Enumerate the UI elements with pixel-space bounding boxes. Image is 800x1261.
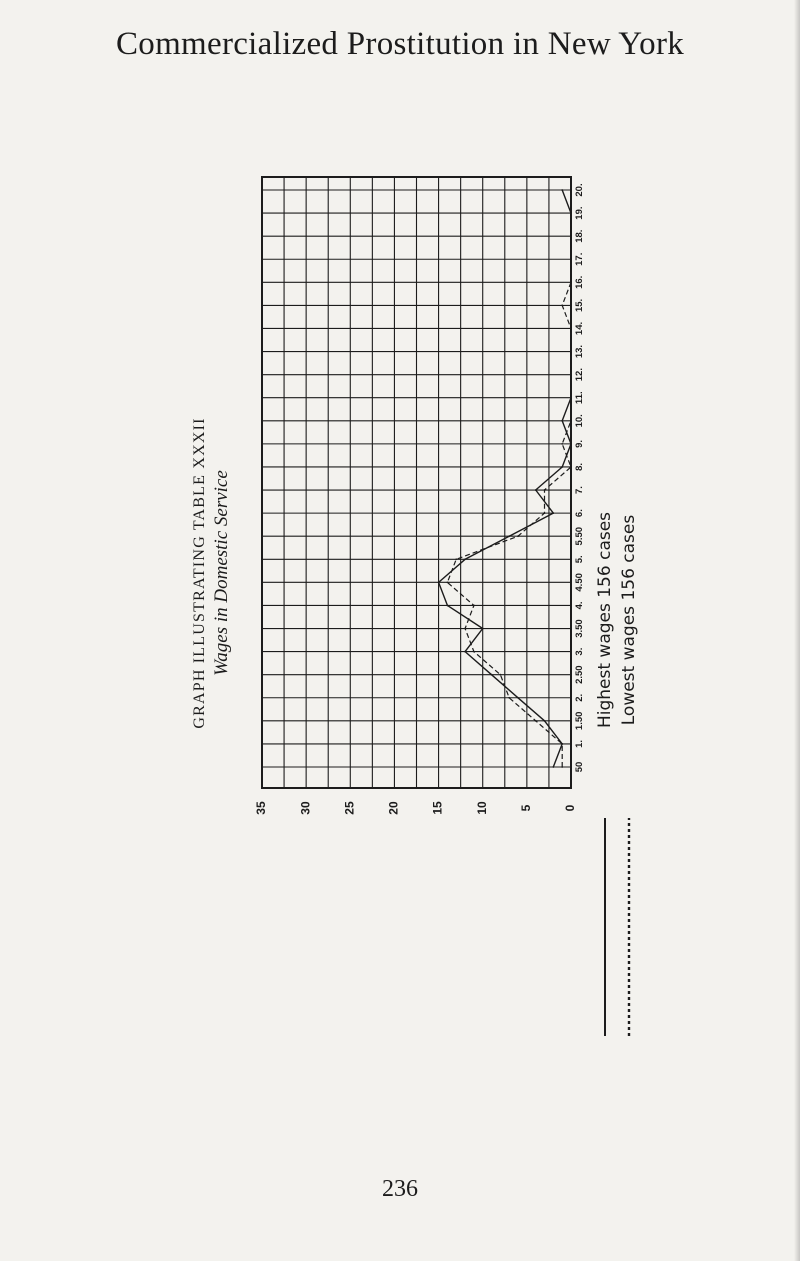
chart-legend [595,512,639,1036]
data-point [570,443,572,445]
data-point [544,720,546,722]
x-tick-label: 8. [574,462,585,471]
x-tick-label: 4. [574,601,585,610]
data-point [570,281,572,283]
data-point [570,397,572,399]
x-tick-label: 18. [574,229,585,243]
data-point [508,697,510,699]
x-tick-label: 16. [574,275,585,289]
chart-grid [262,177,571,788]
data-point [570,420,572,422]
x-tick-label: 5. [574,555,585,564]
series-line-lowest [447,190,571,767]
x-tick-label: 15. [574,298,585,313]
data-point [570,189,572,191]
x-tick-label: 1. [574,739,585,748]
data-point [570,351,572,353]
data-point [455,558,457,560]
x-tick-label: 4.50 [574,573,585,592]
data-point [473,651,475,653]
data-point [552,766,554,768]
data-point [473,605,475,607]
data-point [535,489,537,491]
x-tick-label: 10. [574,414,585,428]
page-number: 236 [382,1176,418,1202]
data-point [561,766,563,768]
data-point [570,374,572,376]
y-tick-label: 20 [386,801,401,815]
data-point [561,420,563,422]
y-tick-label: 35 [254,801,269,815]
x-tick-label: 3. [574,647,585,656]
data-point [561,305,563,307]
data-point [570,328,572,330]
data-point [499,674,501,676]
data-point [491,674,493,676]
chart-subtitle: Wages in Domestic Service [211,470,232,676]
chart-title: GRAPH ILLUSTRATING TABLE XXXII [191,417,208,729]
x-tick-label: 2. [574,693,585,702]
data-point [508,535,510,537]
data-point [561,443,563,445]
legend-label: Lowest wages 156 cases [619,514,639,726]
data-point [570,466,572,468]
legend-label: Highest wages 156 cases [595,511,615,729]
x-tick-label: 1.50 [574,711,585,731]
x-tick-label: 19. [574,206,585,220]
y-tick-label: 0 [563,804,578,812]
data-point [570,258,572,260]
data-point [561,466,563,468]
data-point [438,581,440,583]
x-tick-label: 7. [574,486,585,495]
y-tick-label: 25 [342,801,357,815]
x-tick-label: 6. [574,509,585,518]
data-point [447,581,449,583]
x-tick-label: 13. [574,344,585,359]
x-tick-label: 17. [574,252,585,266]
data-point [464,651,466,653]
x-tick-label: 20. [574,183,585,197]
page-header: Commercialized Prostitution in New York [115,26,685,62]
x-tick-label: 9. [574,439,585,448]
x-tick-label: 11. [574,391,585,405]
y-tick-label: 10 [474,801,489,815]
data-point [464,628,466,630]
data-point [447,605,449,607]
x-tick-label: 50 [574,761,585,773]
data-point [535,720,537,722]
data-point [561,743,563,745]
data-point [517,535,519,537]
x-tick-label: 12. [574,368,585,382]
data-point [570,305,572,307]
y-tick-labels [254,801,577,815]
x-tick-label: 3.50 [574,619,585,638]
data-point [570,235,572,237]
y-tick-label: 30 [298,801,313,815]
data-point [561,189,563,191]
x-tick-label: 2.50 [574,665,585,684]
x-tick-label: 14. [574,321,585,336]
data-point [544,489,546,491]
y-tick-label: 5 [519,804,534,812]
y-tick-label: 15 [430,801,445,815]
data-point [544,512,546,514]
data-point [482,628,484,630]
data-point [552,512,554,514]
x-tick-label: 5.50 [574,526,585,546]
data-point [570,212,572,214]
page-edge-shadow [794,0,800,1261]
x-tick-labels [574,183,585,772]
data-point [464,558,466,560]
data-point [517,697,519,699]
